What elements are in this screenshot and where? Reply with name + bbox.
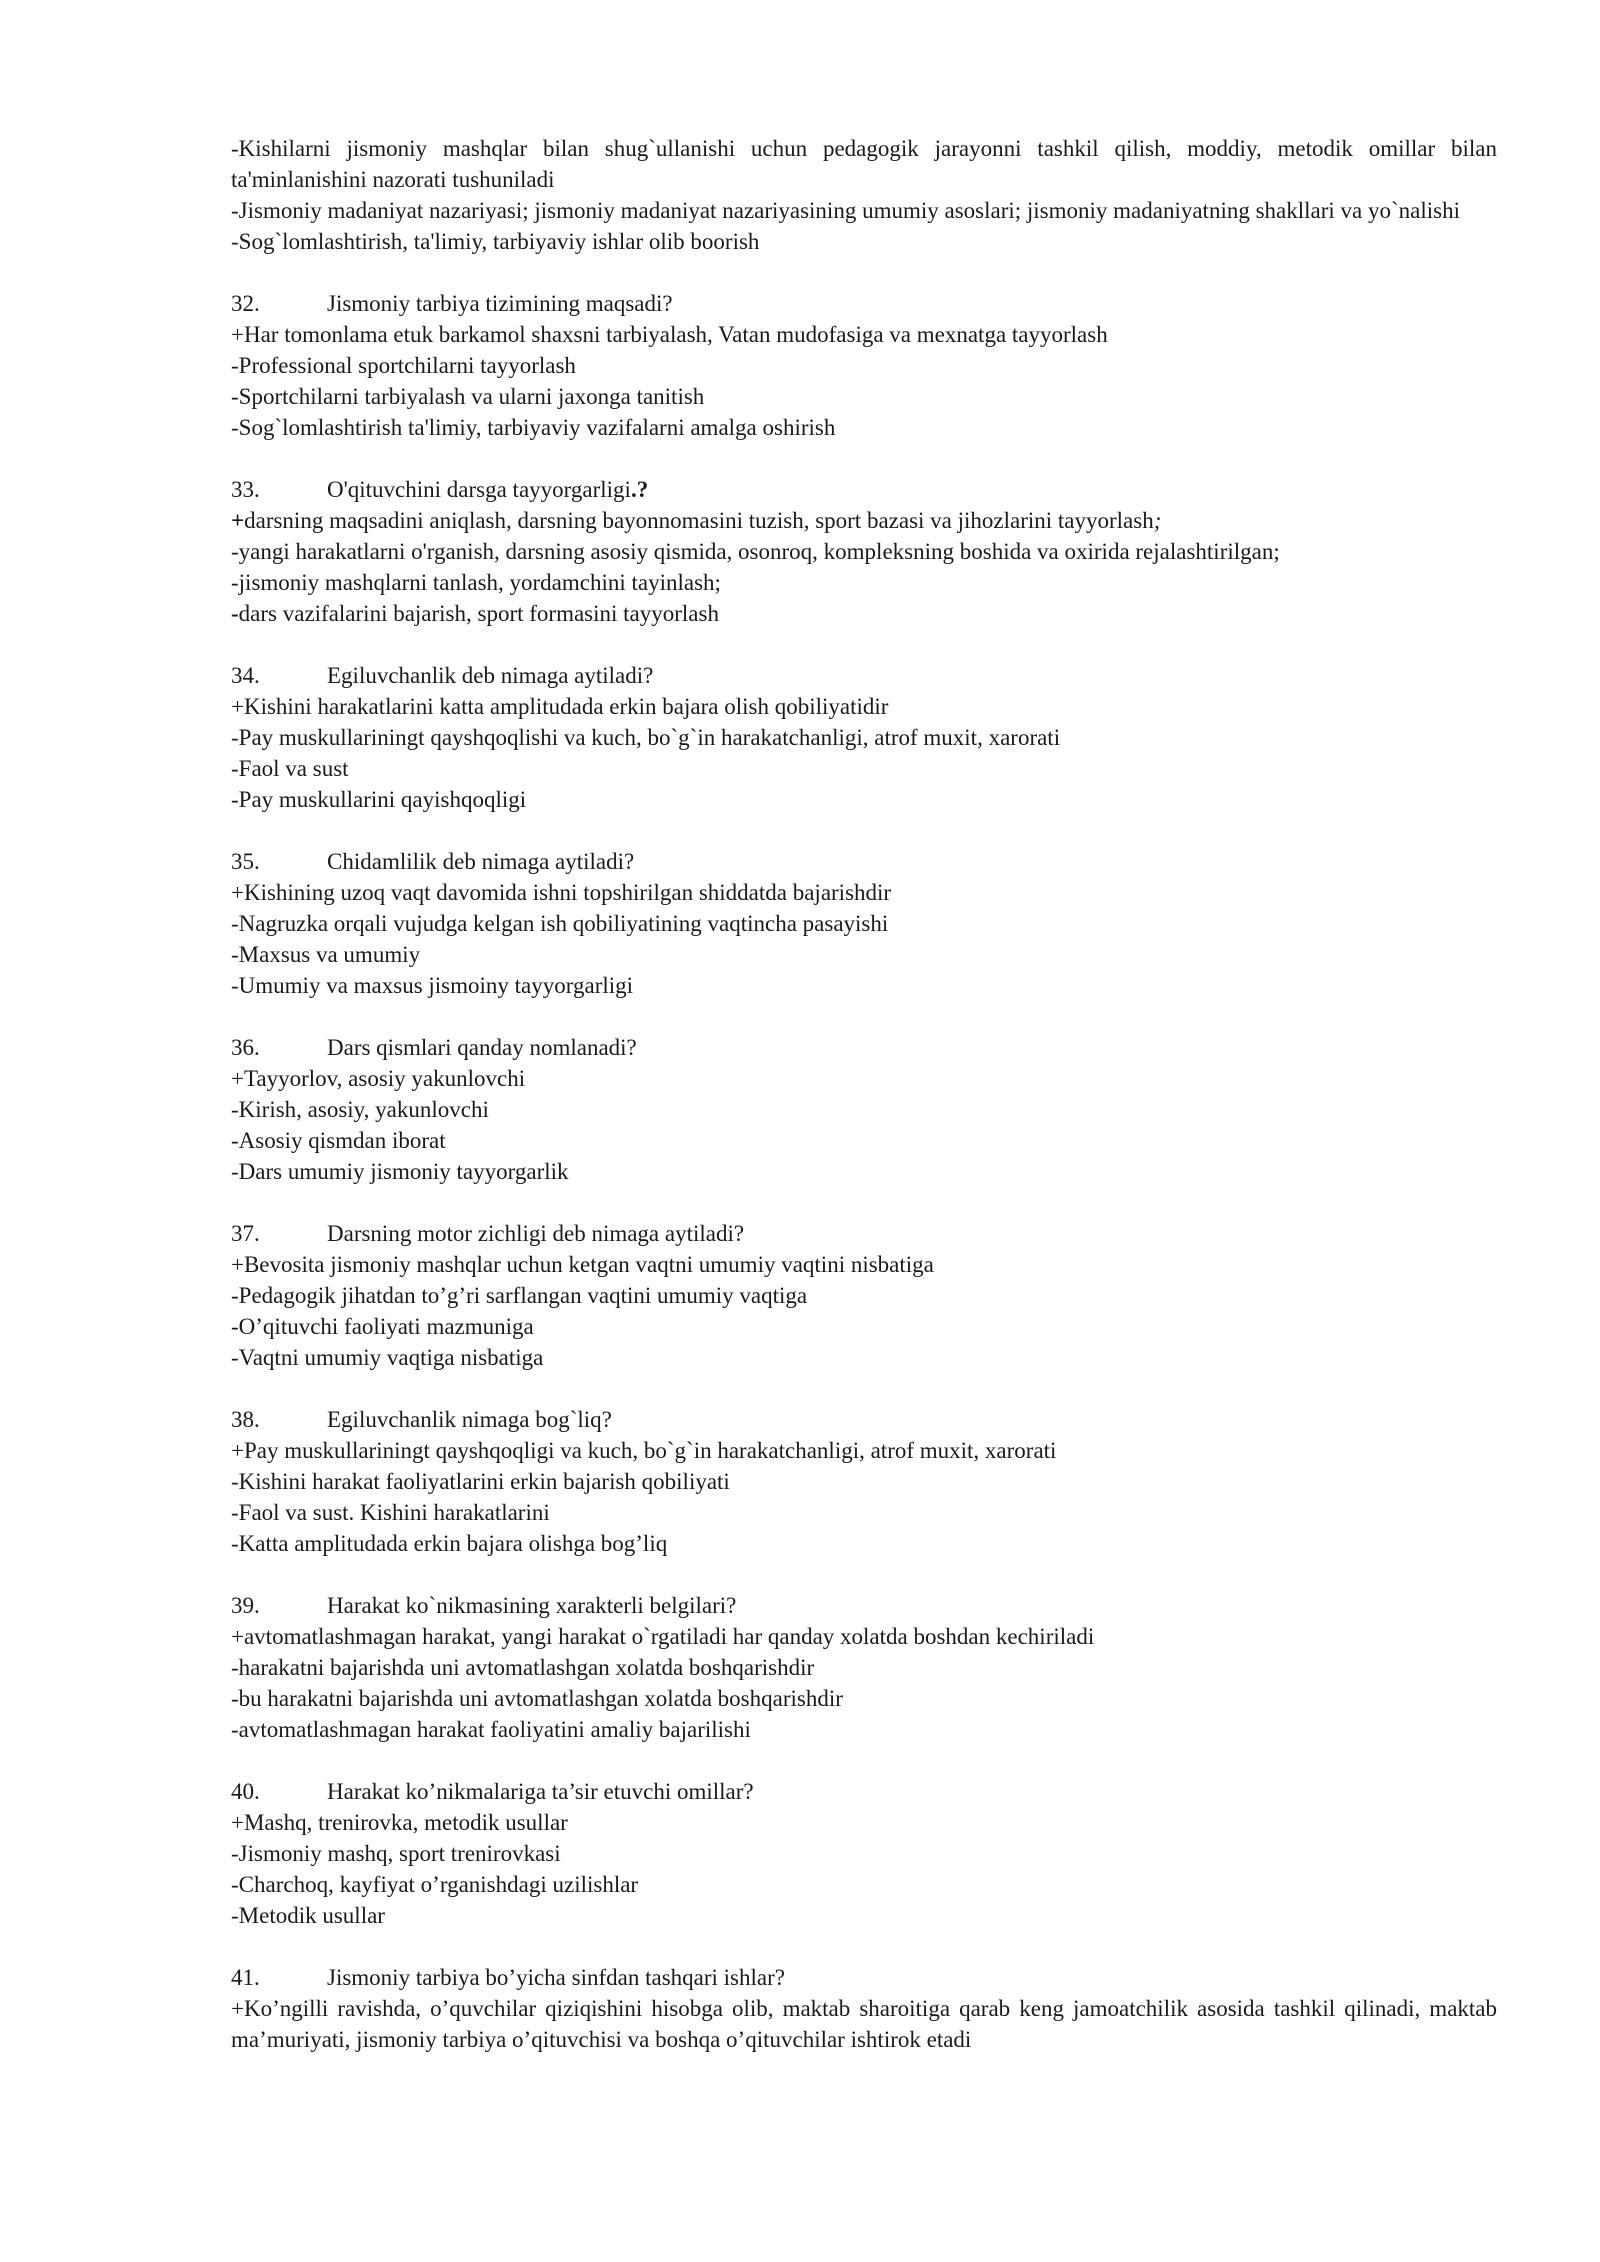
answer-option: -avtomatlashmagan harakat faoliyatini amaliy bajarilishi [231,1717,751,1742]
question-number: 41. [231,1965,260,1990]
question-text: Harakat ko’nikmalariga ta’sir etuvchi omillar? [327,1779,754,1804]
question-title [231,288,1497,319]
answer-correct: +Pay muskullariningt qayshqoqligi va kuch, bo`g`in harakatchanligi, atrof muxit, xarorati [231,1438,1057,1463]
question-33 [231,474,1497,629]
answer-option: -Kishilarni jismoniy mashqlar bilan shug`ullanishi uchun pedagogik jarayonni tashkil qilish, moddiy, metodik omillar bilan ta'minlanishini nazorati tushuniladi [231,136,1497,192]
question-34 [231,660,1497,815]
question-38 [231,1404,1497,1559]
document-page [231,133,1497,2055]
answer-text: dars vazifalarini bajarish, sport formasini tayyorlash [238,601,719,626]
question-text: Dars qismlari qanday nomlanadi? [327,1035,637,1060]
question-title [231,1404,1497,1435]
question-text: Jismoniy tarbiya bo’yicha sinfdan tashqari ishlar? [327,1965,785,1990]
answer-option: -Professional sportchilarni tayyorlash [231,353,576,378]
answer-option: -harakatni bajarishda uni avtomatlashgan xolatda boshqarishdir [231,1655,815,1680]
answer-correct: +Mashq, trenirovka, metodik usullar [231,1810,568,1835]
question-text: Egiluvchanlik deb nimaga aytiladi? [327,663,654,688]
answer-option: -O’qituvchi faoliyati mazmuniga [231,1314,534,1339]
answer-correct: +Tayyorlov, asosiy yakunlovchi [231,1066,526,1091]
question-text: Chidamlilik deb nimaga aytiladi? [327,849,635,874]
question-title [231,660,1497,691]
question-text: Jismoniy tarbiya tizimining maqsadi? [327,291,673,316]
question-37 [231,1218,1497,1373]
question-text-main: O'qituvchini darsga tayyorgarligi [327,477,631,502]
answer-option: -Asosiy qismdan iborat [231,1128,446,1153]
question-number: 35. [231,849,260,874]
question-title [231,1218,1497,1249]
question-mark: .? [630,477,649,502]
question-title [231,1776,1497,1807]
answer-option: -Sportchilarni tarbiyalash va ularni jaxonga tanitish [231,384,705,409]
answer-correct: +Kishining uzoq vaqt davomida ishni topshirilgan shiddatda bajarishdir [231,880,892,905]
answer-option: -Kirish, asosiy, yakunlovchi [231,1097,489,1122]
answer-option: -Katta amplitudada erkin bajara olishga bog’liq [231,1531,668,1556]
question-title [231,1590,1497,1621]
answer-option: -jismoniy mashqlarni tanlash, yordamchini tayinlash; [231,570,721,595]
answer-option: -Pay muskullariningt qayshqoqlishi va kuch, bo`g`in harakatchanligi, atrof muxit, xarorati [231,725,1061,750]
answer-option: -Metodik usullar [231,1903,385,1928]
answer-option: -Sog`lomlashtirish, ta'limiy, tarbiyaviy ishlar olib boorish [231,229,760,254]
question-number: 34. [231,663,260,688]
question-title [231,474,1497,505]
question-36 [231,1032,1497,1187]
answer-option: -Kishini harakat faoliyatlarini erkin bajarish qobiliyati [231,1469,730,1494]
answer-end: ; [1153,508,1162,533]
question-text: Egiluvchanlik nimaga bog`liq? [327,1407,612,1432]
answer-correct: +Ko’ngilli ravishda, o’quvchilar qiziqishini hisobga olib, maktab sharoitiga qarab keng jamoatchilik asosida tashkil qilinadi, maktab ma’muriyati, jismoniy tarbiya o’qituvchisi va boshqa o’qituvchilar ishtirok etadi [231,1996,1497,2052]
question-number: 38. [231,1407,260,1432]
question-39 [231,1590,1497,1745]
answer-option: -Umumiy va maxsus jismoiny tayyorgarligi [231,973,634,998]
answer-text: darsning maqsadini aniqlash, darsning bayonnomasini tuzish, sport bazasi va jihozlarini tayyorlash [244,508,1154,533]
answer-option [231,598,1497,629]
question-32 [231,288,1497,443]
answer-option: -bu harakatni bajarishda uni avtomatlashgan xolatda boshqarishdir [231,1686,843,1711]
question-text: Darsning motor zichligi deb nimaga aytiladi? [327,1221,745,1246]
question-text: Harakat ko`nikmasining xarakterli belgilari? [327,1593,737,1618]
question-number: 32. [231,291,260,316]
question-40 [231,1776,1497,1931]
answer-correct [231,505,1497,536]
answer-option: -yangi harakatlarni o'rganish, darsning asosiy qismida, osonroq, kompleksning boshida va oxirida rejalashtirilgan; [231,539,1280,564]
question-number: 39. [231,1593,260,1618]
question-number: 36. [231,1035,260,1060]
answer-option: -Vaqtni umumiy vaqtiga nisbatiga [231,1345,544,1370]
question-text [327,474,648,505]
answer-correct: +Har tomonlama etuk barkamol shaxsni tarbiyalash, Vatan mudofasiga va mexnatga tayyorlash [231,322,1108,347]
intro-answers [231,133,1497,257]
question-number: 40. [231,1779,260,1804]
question-title [231,1962,1497,1993]
answer-sign: - [231,601,239,626]
answer-option: -Jismoniy madaniyat nazariyasi; jismoniy madaniyat nazariyasining umumiy asoslari; jismoniy madaniyatning shakllari va yo`nalishi [231,198,1460,223]
question-title [231,846,1497,877]
answer-option: -Nagruzka orqali vujudga kelgan ish qobiliyatining vaqtincha pasayishi [231,911,889,936]
answer-correct: +avtomatlashmagan harakat, yangi harakat o`rgatiladi har qanday xolatda boshdan kechiriladi [231,1624,1095,1649]
answer-correct: +Kishini harakatlarini katta amplitudada erkin bajara olish qobiliyatidir [231,694,889,719]
answer-option: -Faol va sust. Kishini harakatlarini [231,1500,550,1525]
question-number: 33. [231,477,260,502]
answer-option: -Sog`lomlashtirish ta'limiy, tarbiyaviy vazifalarni amalga oshirish [231,415,836,440]
question-title [231,1032,1497,1063]
answer-option: -Jismoniy mashq, sport trenirovkasi [231,1841,561,1866]
answer-option: -Pedagogik jihatdan to’g’ri sarflangan vaqtini umumiy vaqtiga [231,1283,808,1308]
question-number: 37. [231,1221,260,1246]
answer-option: -Pay muskullarini qayishqoqligi [231,787,527,812]
question-35 [231,846,1497,1001]
answer-option: -Charchoq, kayfiyat o’rganishdagi uzilishlar [231,1872,639,1897]
answer-option: -Faol va sust [231,756,349,781]
answer-option: -Dars umumiy jismoniy tayyorgarlik [231,1159,569,1184]
answer-option: -Maxsus va umumiy [231,942,421,967]
answer-sign: + [231,508,245,533]
answer-correct: +Bevosita jismoniy mashqlar uchun ketgan vaqtni umumiy vaqtini nisbatiga [231,1252,934,1277]
question-41 [231,1962,1497,2055]
